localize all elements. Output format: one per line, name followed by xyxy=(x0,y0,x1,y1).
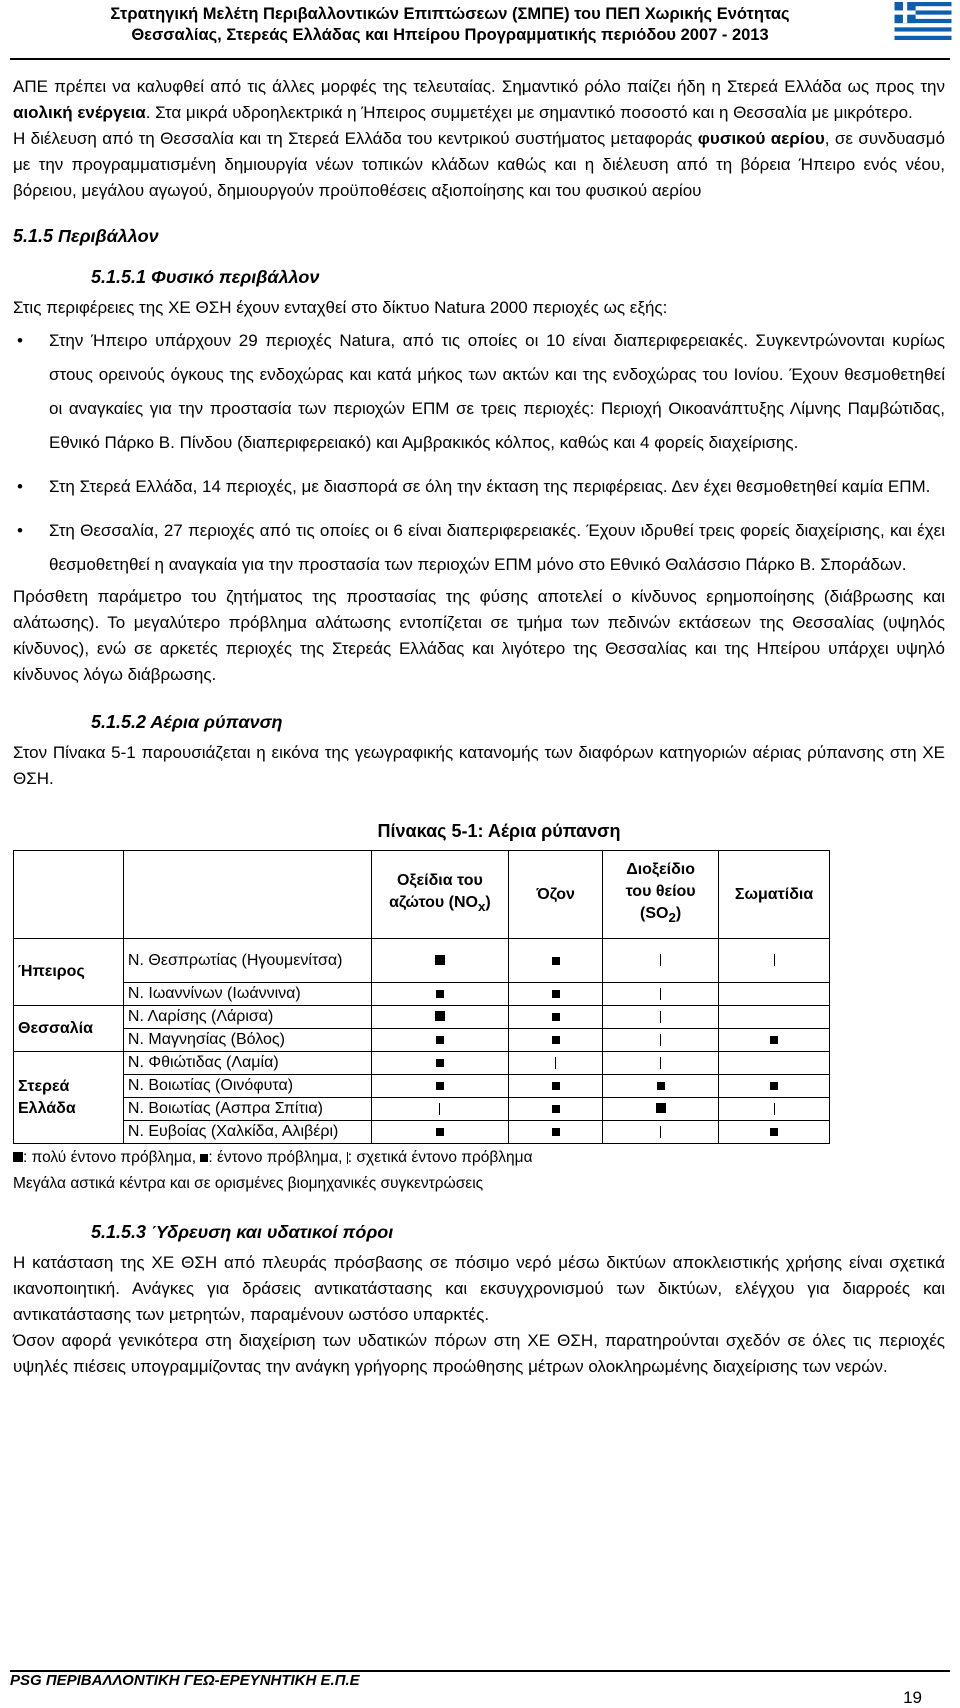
pm-cell xyxy=(719,1006,830,1029)
pm-cell xyxy=(719,939,830,983)
page-header xyxy=(0,0,960,60)
severe-marker-icon xyxy=(436,1036,444,1044)
header-subscript: 2 xyxy=(668,910,676,926)
list-item xyxy=(13,324,945,460)
nox-cell xyxy=(371,1121,509,1144)
severe-marker-icon xyxy=(436,1128,444,1136)
table-row xyxy=(14,983,830,1006)
document-title-line1: Στρατηγική Μελέτη Περιβαλλοντικών Επιπτώσεων (ΣΜΠΕ) του ΠΕΠ Χωρικής Ενότητας xyxy=(110,5,790,23)
table-header-so2 xyxy=(603,851,719,939)
severe-marker-icon xyxy=(770,1082,778,1090)
page-number: 19 xyxy=(903,1688,922,1707)
header-text: του θείου xyxy=(625,883,696,901)
area-cell: Ν. Βοιωτίας (Ασπρα Σπίτια) xyxy=(123,1098,371,1121)
nox-cell xyxy=(371,983,509,1006)
header-text: ) xyxy=(675,905,682,923)
table-row xyxy=(14,1121,830,1144)
bullet-icon: • xyxy=(17,521,23,540)
intro-text: Η διέλευση από τη Θεσσαλία και τη Στερεά Ελλάδα του κεντρικού συστήματος μεταφοράς xyxy=(13,129,698,148)
intro-bold-text: φυσικού αερίου xyxy=(697,129,825,148)
very-severe-marker-icon xyxy=(13,1152,23,1162)
air-pollution-lead: Στον Πίνακα 5-1 παρουσιάζεται η εικόνα της γεωγραφικής κατανομής των διαφόρων κατηγοριών αέριας ρύπανσης στη ΧΕ ΘΣΗ. xyxy=(13,743,945,788)
pm-cell xyxy=(719,1029,830,1052)
severe-marker-icon xyxy=(552,990,560,998)
region-cell: Θεσσαλία xyxy=(14,1006,124,1052)
footer-company: PSG ΠΕΡΙΒΑΛΛΟΝΤΙΚΗ ΓΕΩ-ΕΡΕΥΝΗΤΙΚΗ Ε.Π.Ε xyxy=(10,1672,360,1689)
table-row xyxy=(14,1052,830,1075)
table-row xyxy=(14,939,830,983)
so2-cell xyxy=(603,1121,719,1144)
o3-cell xyxy=(509,1052,603,1075)
header-divider xyxy=(10,58,950,60)
section-heading-5-1-5-2: 5.1.5.2 Αέρια ρύπανση xyxy=(91,712,283,732)
severe-marker-icon xyxy=(770,1128,778,1136)
section-heading-5-1-5-1: 5.1.5.1 Φυσικό περιβάλλον xyxy=(91,267,320,287)
o3-cell xyxy=(509,1098,603,1121)
so2-cell xyxy=(603,939,719,983)
legend-note: Μεγάλα αστικά κέντρα και σε ορισμένες βιομηχανικές συγκεντρώσεις xyxy=(13,1175,484,1192)
pm-cell xyxy=(719,1121,830,1144)
o3-cell xyxy=(509,983,603,1006)
area-cell: Ν. Θεσπρωτίας (Ηγουμενίτσα) xyxy=(123,939,371,983)
table-row xyxy=(14,1006,830,1029)
severe-marker-icon xyxy=(436,1059,444,1067)
pm-cell xyxy=(719,1075,830,1098)
area-cell: Ν. Ευβοίας (Χαλκίδα, Αλιβέρι) xyxy=(123,1121,371,1144)
table-row xyxy=(14,1029,830,1052)
severe-marker-icon xyxy=(552,1036,560,1044)
relatively-severe-marker-icon xyxy=(774,1103,775,1115)
so2-cell xyxy=(603,1075,719,1098)
pm-cell xyxy=(719,983,830,1006)
relatively-severe-marker-icon xyxy=(660,1057,661,1069)
section-heading-5-1-5: 5.1.5 Περιβάλλον xyxy=(13,226,159,246)
bullet-icon: • xyxy=(17,477,23,496)
very-severe-marker-icon xyxy=(656,1103,666,1113)
bullet-icon: • xyxy=(17,331,23,350)
relatively-severe-marker-icon xyxy=(439,1103,440,1115)
pm-cell xyxy=(719,1098,830,1121)
table-header-ozone: Όζον xyxy=(509,851,603,939)
list-item-text: Στη Θεσσαλία, 27 περιοχές από τις οποίες οι 6 είναι διαπεριφερειακές. Έχουν ιδρυθεί τρεις φορείς διαχείρισης, και έχει θεσμοθετηθεί η αναγκαία για την προστασία των περιοχών ΕΠΜ μόνο στο Εθνικό Θαλάσσιο Πάρκο Β. Σποράδων. xyxy=(49,521,945,574)
intro-paragraph-2 xyxy=(13,126,945,204)
water-paragraph-1: Η κατάσταση της ΧΕ ΘΣΗ από πλευράς πρόσβασης σε πόσιμο νερό μέσω δικτύων αποκλειστικής χρήσης είναι σχετικά ικανοποιητική. Ανάγκες για δράσεις αντικατάστασης και εκσυγχρονισμού των δικτύων, ελέγχου για διαρροές και αντικατάστασης των μετρητών, παραμένουν ωστόσο υπαρκτές. xyxy=(13,1253,945,1324)
nox-cell xyxy=(371,1098,509,1121)
nox-cell xyxy=(371,1052,509,1075)
header-text: αζώτου (NO xyxy=(389,894,478,912)
table-row xyxy=(14,1098,830,1121)
so2-cell xyxy=(603,1098,719,1121)
greek-flag-icon xyxy=(894,2,952,40)
legend-very-severe: : πολύ έντονο πρόβλημα, xyxy=(23,1149,197,1166)
relatively-severe-marker-icon xyxy=(660,1034,661,1046)
document-title xyxy=(20,4,880,46)
air-pollution-table xyxy=(13,850,830,1144)
severe-marker-icon xyxy=(770,1036,778,1044)
table-legend xyxy=(13,1146,945,1170)
natura-bullet-list xyxy=(13,324,945,582)
table-header-row xyxy=(14,851,830,939)
header-subscript: x xyxy=(478,899,486,915)
o3-cell xyxy=(509,1075,603,1098)
severe-marker-icon xyxy=(436,990,444,998)
section-heading-5-1-5-3: 5.1.5.3 Ύδρευση και υδατικοί πόροι xyxy=(91,1222,394,1242)
so2-cell xyxy=(603,1006,719,1029)
relatively-severe-marker-icon xyxy=(660,1011,661,1023)
region-cell: Στερεά Ελλάδα xyxy=(14,1052,124,1144)
relatively-severe-marker-icon xyxy=(660,988,661,1000)
header-text: Οξείδια του xyxy=(396,872,483,890)
document-body xyxy=(13,74,945,1380)
legend-severe: : έντονο πρόβλημα, xyxy=(208,1149,343,1166)
legend-relatively-severe: : σχετικά έντονο πρόβλημα xyxy=(347,1149,533,1166)
page-footer xyxy=(10,1670,950,1707)
intro-paragraph-1 xyxy=(13,74,945,126)
list-item xyxy=(13,514,945,582)
relatively-severe-marker-icon xyxy=(660,1126,661,1138)
table-header-nox xyxy=(371,851,509,939)
document-title-line2: Θεσσαλίας, Στερεάς Ελλάδας και Ηπείρου Προγραμματικής περιόδου 2007 - 2013 xyxy=(131,26,769,44)
header-text: Διοξείδιο xyxy=(626,861,695,879)
area-cell: Ν. Ιωαννίνων (Ιωάννινα) xyxy=(123,983,371,1006)
relatively-severe-marker-icon xyxy=(555,1057,556,1069)
header-text: (SO xyxy=(639,905,669,923)
list-item xyxy=(13,470,945,504)
region-cell: Ήπειρος xyxy=(14,939,124,1006)
o3-cell xyxy=(509,1006,603,1029)
intro-text: , σε συνδυασμό με την προγραμματισμένη δημιουργία νέων τοπικών κλάδων καθώς και η διέλευση από τη βόρεια Ήπειρο ενός νέου, βόρειου, μεγάλου αγωγού, δημιουργούν προϋποθέσεις αξιοποίησης και του φυσικού αερίου xyxy=(13,129,945,200)
pm-cell xyxy=(719,1052,830,1075)
severe-marker-icon xyxy=(552,1105,560,1113)
table-title: Πίνακας 5-1: Αέρια ρύπανση xyxy=(377,821,621,841)
relatively-severe-marker-icon xyxy=(660,954,661,966)
very-severe-marker-icon xyxy=(435,1011,445,1021)
list-item-text: Στην Ήπειρο υπάρχουν 29 περιοχές Natura, από τις οποίες οι 10 είναι διαπεριφερειακές. Συγκεντρώνονται κυρίως στους ορεινούς όγκους της ενδοχώρας και κατά μήκος των ακτών και της ενδοχώρας του Ιονίου. Έχουν θεσμοθετηθεί οι αναγκαίες για την προστασία των περιοχών ΕΠΜ σε τρεις περιοχές: Περιοχή Οικοανάπτυξης Λίμνης Παμβώτιδας, Εθνικό Πάρκο Β. Πίνδου (διαπεριφερειακό) και Αμβρακικός κόλπος, καθώς και 4 φορείς διαχείρισης. xyxy=(49,331,945,452)
table-header-region xyxy=(14,851,124,939)
table-header-area xyxy=(123,851,371,939)
severe-marker-icon xyxy=(552,1013,560,1021)
area-cell: Ν. Φθιώτιδας (Λαμία) xyxy=(123,1052,371,1075)
table-row xyxy=(14,1075,830,1098)
intro-text: ΑΠΕ πρέπει να καλυφθεί από τις άλλες μορφές της τελευταίας. Σημαντικό ρόλο παίζει ήδη η Στερεά Ελλάδα ως προς την xyxy=(13,77,945,96)
so2-cell xyxy=(603,983,719,1006)
nox-cell xyxy=(371,939,509,983)
nox-cell xyxy=(371,1029,509,1052)
area-cell: Ν. Μαγνησίας (Βόλος) xyxy=(123,1029,371,1052)
very-severe-marker-icon xyxy=(435,955,445,965)
area-cell: Ν. Λαρίσης (Λάρισα) xyxy=(123,1006,371,1029)
nox-cell xyxy=(371,1006,509,1029)
so2-cell xyxy=(603,1029,719,1052)
severe-marker-icon xyxy=(552,1128,560,1136)
severe-marker-icon xyxy=(657,1082,665,1090)
intro-text: . Στα μικρά υδροηλεκτρικά η Ήπειρος συμμετέχει με σημαντικό ποσοστό και η Θεσσαλία με μικρότερο. xyxy=(145,103,913,122)
severe-marker-icon xyxy=(552,957,560,965)
o3-cell xyxy=(509,1029,603,1052)
severe-marker-icon xyxy=(436,1082,444,1090)
area-cell: Ν. Βοιωτίας (Οινόφυτα) xyxy=(123,1075,371,1098)
water-paragraph-2: Όσον αφορά γενικότερα στη διαχείριση των υδατικών πόρων στη ΧΕ ΘΣΗ, παρατηρούνται σχεδόν σε όλες τις περιοχές υψηλές πιέσεις υπογραμμίζοντας την ανάγκη γρήγορης προώθησης μέτρων ολοκληρωμένης διαχείρισης των νερών. xyxy=(13,1331,945,1376)
desertification-paragraph: Πρόσθετη παράμετρο του ζητήματος της προστασίας της φύσης αποτελεί ο κίνδυνος ερημοποίησης (διάβρωσης και αλάτωσης). Το μεγαλύτερο πρόβλημα αλάτωσης εντοπίζεται σε τμήμα των πεδινών εκτάσεων της Θεσσαλίας (υψηλός κίνδυνος), ενώ σε αρκετές περιοχές της Στερεάς Ελλάδας και λιγότερο της Θεσσαλίας και της Ηπείρου υπάρχει υψηλό κίνδυνος λόγω διάβρωσης. xyxy=(13,587,945,684)
severe-marker-icon xyxy=(552,1082,560,1090)
o3-cell xyxy=(509,939,603,983)
o3-cell xyxy=(509,1121,603,1144)
relatively-severe-marker-icon xyxy=(774,954,775,966)
intro-bold-text: αιολική ενέργεια xyxy=(13,103,146,122)
header-text: ) xyxy=(485,894,491,912)
so2-cell xyxy=(603,1052,719,1075)
natura-lead: Στις περιφέρειες της ΧΕ ΘΣΗ έχουν ενταχθεί στο δίκτυο Natura 2000 περιοχές ως εξής: xyxy=(13,298,668,317)
list-item-text: Στη Στερεά Ελλάδα, 14 περιοχές, με διασπορά σε όλη την έκταση της περιφέρειας. Δεν έχει θεσμοθετηθεί καμία ΕΠΜ. xyxy=(49,477,931,496)
nox-cell xyxy=(371,1075,509,1098)
table-header-particles: Σωματίδια xyxy=(719,851,830,939)
table-body xyxy=(14,939,830,1144)
